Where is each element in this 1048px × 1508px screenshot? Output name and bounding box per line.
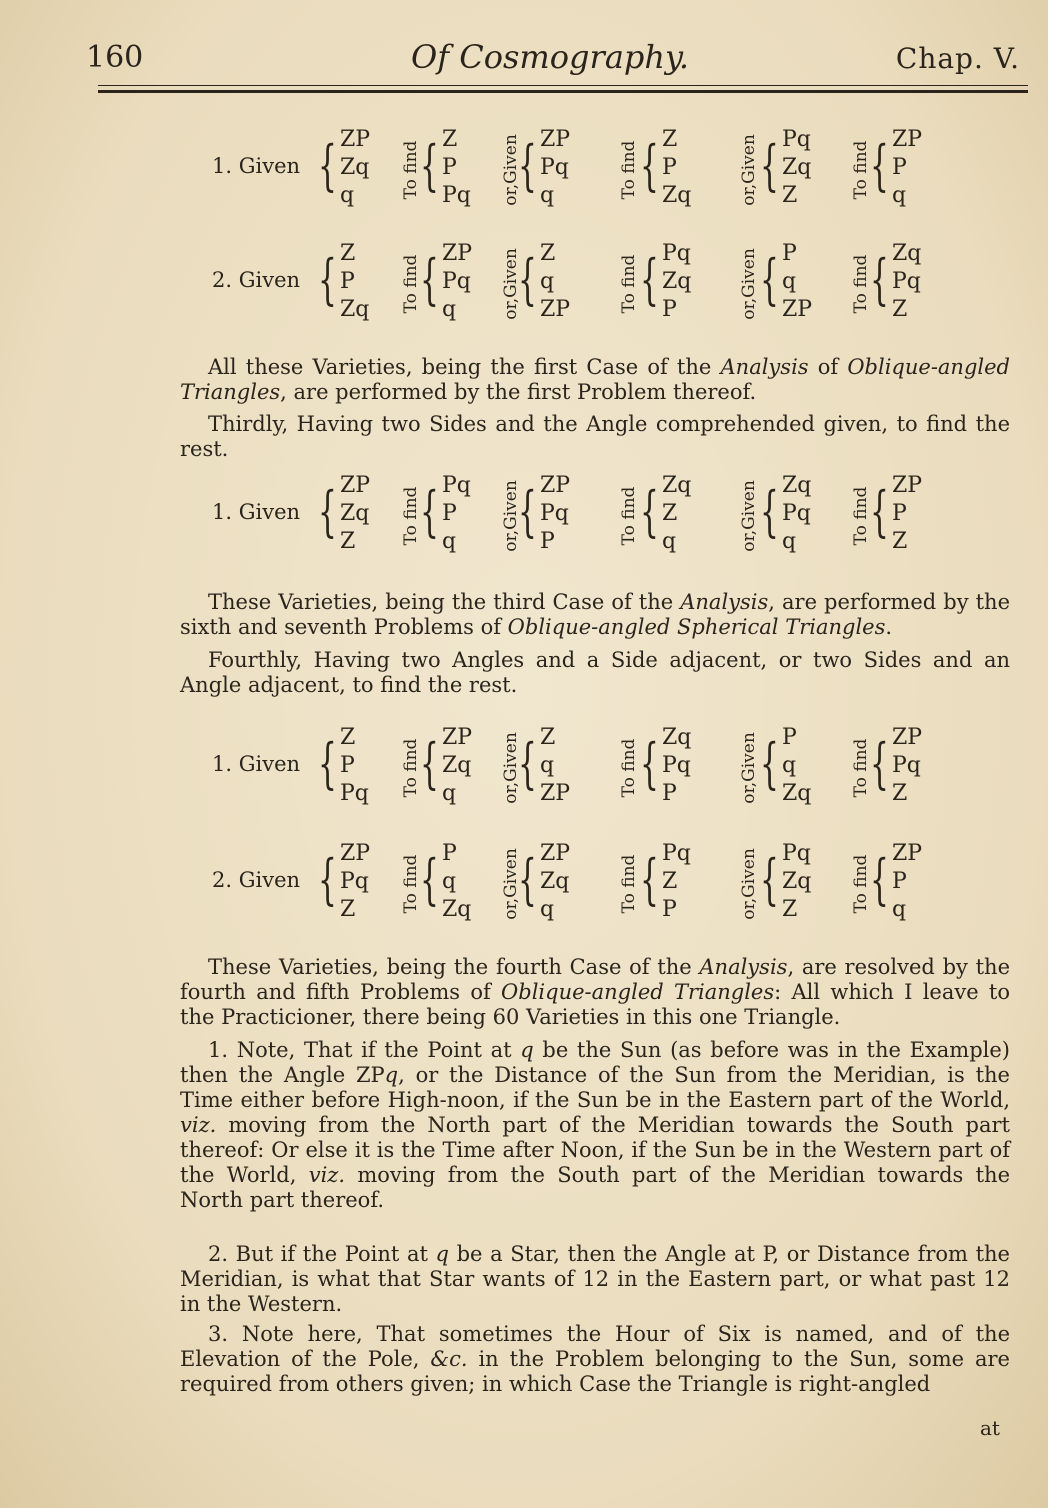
brace-icon: { bbox=[518, 480, 537, 543]
term: Zq bbox=[442, 753, 472, 778]
term: Zq bbox=[662, 269, 692, 294]
to-find-label bbox=[400, 834, 422, 934]
term: Zq bbox=[442, 897, 472, 922]
term: ZP bbox=[540, 127, 571, 152]
term-column bbox=[782, 840, 811, 924]
paragraph-note-2: 2. But if the Point at q be a Star, then the Angle at P, or Distance from the Meridian, is what that Star wants of 12 in the Eastern part, or what past 12 in the Western. bbox=[180, 1242, 1010, 1316]
term: P bbox=[662, 155, 677, 180]
term-column bbox=[892, 240, 921, 324]
term: P bbox=[540, 529, 555, 554]
term: ZP bbox=[442, 241, 473, 266]
brace-icon: { bbox=[870, 134, 889, 197]
or-given-label bbox=[500, 834, 522, 934]
term: Pq bbox=[442, 183, 471, 208]
to-find-label bbox=[400, 120, 422, 220]
to-find-label bbox=[618, 466, 640, 566]
brace-icon: { bbox=[870, 732, 889, 795]
term-column bbox=[540, 472, 570, 556]
term-column bbox=[442, 240, 472, 324]
to-find-label bbox=[618, 234, 640, 334]
term-column bbox=[782, 472, 811, 556]
term: Pq bbox=[340, 869, 369, 894]
term: Z bbox=[340, 725, 356, 750]
brace-icon: { bbox=[760, 848, 779, 911]
vertical-text: or,Given bbox=[501, 248, 521, 320]
term: q bbox=[892, 897, 907, 922]
or-given-label bbox=[500, 120, 522, 220]
brace-icon: { bbox=[640, 732, 659, 795]
term: Pq bbox=[340, 781, 369, 806]
term: ZP bbox=[892, 725, 923, 750]
term: P bbox=[662, 897, 677, 922]
running-header bbox=[80, 34, 1020, 86]
term: P bbox=[892, 155, 907, 180]
term: Z bbox=[662, 869, 678, 894]
term: ZP bbox=[540, 297, 571, 322]
term-column bbox=[442, 472, 471, 556]
term: ZP bbox=[442, 725, 473, 750]
term: Z bbox=[340, 241, 356, 266]
to-find-label bbox=[618, 120, 640, 220]
term: Zq bbox=[662, 183, 692, 208]
term-column bbox=[782, 724, 811, 808]
brace-icon: { bbox=[518, 248, 537, 311]
paragraph-note-3: 3. Note here, That sometimes the Hour of Six is named, and of the Elevation of the Pole, &c. in the Problem belonging to the Sun, some are required from others given; in which Case the Triangle is right-angled bbox=[180, 1322, 1010, 1396]
vertical-text: To find bbox=[851, 738, 871, 798]
term: ZP bbox=[340, 841, 371, 866]
term: P bbox=[782, 241, 797, 266]
or-given-label bbox=[738, 120, 760, 220]
term: ZP bbox=[892, 841, 923, 866]
term: P bbox=[340, 269, 355, 294]
term: Z bbox=[782, 183, 798, 208]
vertical-text: To find bbox=[619, 854, 639, 914]
term: P bbox=[442, 501, 457, 526]
term: Z bbox=[892, 781, 908, 806]
vertical-text: or,Given bbox=[501, 848, 521, 920]
brace-icon: { bbox=[318, 480, 337, 543]
term-column bbox=[662, 472, 691, 556]
vertical-text: To find bbox=[851, 140, 871, 200]
term-column bbox=[540, 724, 570, 808]
term: Pq bbox=[892, 753, 921, 778]
term: ZP bbox=[782, 297, 813, 322]
term: Pq bbox=[442, 269, 471, 294]
term-column bbox=[662, 724, 691, 808]
brace-icon: { bbox=[318, 248, 337, 311]
term: q bbox=[540, 269, 555, 294]
term: q bbox=[782, 753, 797, 778]
brace-icon: { bbox=[318, 848, 337, 911]
term: P bbox=[892, 869, 907, 894]
given-label: 2. Given bbox=[212, 268, 301, 292]
term: P bbox=[782, 725, 797, 750]
or-given-label bbox=[738, 834, 760, 934]
or-given-label bbox=[738, 466, 760, 566]
term: ZP bbox=[540, 781, 571, 806]
to-find-label bbox=[850, 834, 872, 934]
vertical-text: or,Given bbox=[739, 732, 759, 804]
term: Z bbox=[892, 297, 908, 322]
term: Pq bbox=[782, 127, 811, 152]
to-find-label bbox=[400, 718, 422, 818]
given-label: 1. Given bbox=[212, 500, 301, 524]
term: P bbox=[340, 753, 355, 778]
vertical-text: To find bbox=[401, 254, 421, 314]
term: Pq bbox=[662, 841, 691, 866]
brace-icon: { bbox=[640, 480, 659, 543]
term-column bbox=[662, 126, 691, 210]
term-column bbox=[442, 840, 471, 924]
term: Zq bbox=[340, 501, 370, 526]
term: q bbox=[892, 183, 907, 208]
vertical-text: To find bbox=[619, 254, 639, 314]
term-column bbox=[340, 840, 370, 924]
brace-icon: { bbox=[518, 848, 537, 911]
or-given-label bbox=[500, 718, 522, 818]
term-column bbox=[892, 840, 922, 924]
vertical-text: To find bbox=[619, 486, 639, 546]
to-find-label bbox=[400, 466, 422, 566]
varieties-row bbox=[0, 234, 1048, 334]
paragraph-fourth-case: These Varieties, being the fourth Case of the Analysis, are resolved by the fourth and fifth Problems of Oblique-angled Triangles: All which I leave to the Practicioner, there being 60 Varieties in this one Triangle. bbox=[180, 955, 1011, 1029]
term: Z bbox=[540, 241, 556, 266]
term-column bbox=[892, 126, 922, 210]
term: Zq bbox=[782, 869, 812, 894]
brace-icon: { bbox=[420, 848, 439, 911]
term: Pq bbox=[782, 841, 811, 866]
term: Pq bbox=[892, 269, 921, 294]
term-column bbox=[782, 126, 811, 210]
to-find-label bbox=[618, 834, 640, 934]
brace-icon: { bbox=[420, 732, 439, 795]
vertical-text: or,Given bbox=[739, 248, 759, 320]
term-column bbox=[662, 240, 691, 324]
term: Pq bbox=[442, 473, 471, 498]
term-column bbox=[782, 240, 812, 324]
to-find-label bbox=[850, 120, 872, 220]
brace-icon: { bbox=[318, 134, 337, 197]
to-find-label bbox=[400, 234, 422, 334]
term: Pq bbox=[540, 501, 569, 526]
vertical-text: To find bbox=[851, 254, 871, 314]
vertical-text: To find bbox=[401, 854, 421, 914]
term: Z bbox=[662, 127, 678, 152]
term: Pq bbox=[662, 753, 691, 778]
term: q bbox=[442, 297, 457, 322]
term: Zq bbox=[782, 155, 812, 180]
term: ZP bbox=[340, 473, 371, 498]
term: q bbox=[540, 753, 555, 778]
brace-icon: { bbox=[640, 848, 659, 911]
varieties-row bbox=[0, 466, 1048, 566]
term: Pq bbox=[782, 501, 811, 526]
term-column bbox=[340, 724, 369, 808]
term: q bbox=[782, 529, 797, 554]
to-find-label bbox=[618, 718, 640, 818]
term-column bbox=[892, 724, 922, 808]
term: Zq bbox=[540, 869, 570, 894]
header-rule bbox=[98, 90, 1028, 93]
term: q bbox=[442, 869, 457, 894]
vertical-text: To find bbox=[401, 486, 421, 546]
term: Z bbox=[340, 529, 356, 554]
header-rule-thin bbox=[98, 85, 1028, 86]
term: P bbox=[892, 501, 907, 526]
brace-icon: { bbox=[870, 848, 889, 911]
term: ZP bbox=[540, 473, 571, 498]
or-given-label bbox=[738, 718, 760, 818]
term: q bbox=[340, 183, 355, 208]
to-find-label bbox=[850, 234, 872, 334]
term: P bbox=[662, 297, 677, 322]
to-find-label bbox=[850, 718, 872, 818]
term: P bbox=[442, 841, 457, 866]
term: Z bbox=[892, 529, 908, 554]
term-column bbox=[442, 724, 472, 808]
vertical-text: or,Given bbox=[501, 480, 521, 552]
term-column bbox=[662, 840, 691, 924]
given-label: 1. Given bbox=[212, 752, 301, 776]
brace-icon: { bbox=[420, 248, 439, 311]
chapter-label: Chap. V. bbox=[895, 42, 1020, 75]
or-given-label bbox=[500, 234, 522, 334]
vertical-text: To find bbox=[401, 738, 421, 798]
brace-icon: { bbox=[760, 134, 779, 197]
brace-icon: { bbox=[760, 480, 779, 543]
brace-icon: { bbox=[640, 248, 659, 311]
term: Z bbox=[442, 127, 458, 152]
term: Z bbox=[340, 897, 356, 922]
term: Pq bbox=[662, 241, 691, 266]
brace-icon: { bbox=[318, 732, 337, 795]
vertical-text: To find bbox=[619, 738, 639, 798]
term: ZP bbox=[892, 127, 923, 152]
term: Zq bbox=[662, 725, 692, 750]
paragraph-thirdly: Thirdly, Having two Sides and the Angle comprehended given, to find the rest. bbox=[180, 412, 1010, 461]
term-column bbox=[892, 472, 922, 556]
varieties-row bbox=[0, 120, 1048, 220]
page-number: 160 bbox=[86, 40, 144, 75]
term: ZP bbox=[892, 473, 923, 498]
brace-icon: { bbox=[760, 732, 779, 795]
given-label: 1. Given bbox=[212, 154, 301, 178]
brace-icon: { bbox=[640, 134, 659, 197]
catchword: at bbox=[980, 1416, 1000, 1440]
term: q bbox=[662, 529, 677, 554]
term: q bbox=[540, 897, 555, 922]
vertical-text: To find bbox=[401, 140, 421, 200]
term: Zq bbox=[782, 473, 812, 498]
varieties-row bbox=[0, 834, 1048, 934]
vertical-text: or,Given bbox=[501, 134, 521, 206]
brace-icon: { bbox=[518, 134, 537, 197]
term-column bbox=[340, 472, 370, 556]
paragraph-note-1: 1. Note, That if the Point at q be the Sun (as before was in the Example) then the Angle ZPq, or the Distance of the Sun from the Meridian, is the Time either before High-noon, if the Sun be in the Eastern part of the World, viz. moving from the North part of the Meridian towards the South part thereof: Or else it is the Time after Noon, if the Sun be in the Western part of the World, viz. moving from the South part of the Meridian towards the North part thereof. bbox=[180, 1038, 1011, 1212]
term: Z bbox=[540, 725, 556, 750]
to-find-label bbox=[850, 466, 872, 566]
term-column bbox=[540, 126, 570, 210]
paragraph-first-case: All these Varieties, being the first Case of the Analysis of Oblique-angled Triangles, are performed by the first Problem thereof. bbox=[180, 355, 1010, 404]
term: Zq bbox=[892, 241, 922, 266]
term: P bbox=[662, 781, 677, 806]
brace-icon: { bbox=[870, 248, 889, 311]
term: P bbox=[442, 155, 457, 180]
brace-icon: { bbox=[420, 134, 439, 197]
or-given-label bbox=[500, 466, 522, 566]
term-column bbox=[442, 126, 471, 210]
or-given-label bbox=[738, 234, 760, 334]
vertical-text: To find bbox=[851, 854, 871, 914]
vertical-text: or,Given bbox=[739, 134, 759, 206]
running-title: Of Cosmography. bbox=[411, 38, 689, 76]
term-column bbox=[540, 240, 570, 324]
brace-icon: { bbox=[870, 480, 889, 543]
term: Z bbox=[782, 897, 798, 922]
term: q bbox=[782, 269, 797, 294]
vertical-text: or,Given bbox=[501, 732, 521, 804]
vertical-text: or,Given bbox=[739, 480, 759, 552]
term: ZP bbox=[340, 127, 371, 152]
brace-icon: { bbox=[760, 248, 779, 311]
paragraph-fourthly: Fourthly, Having two Angles and a Side adjacent, or two Sides and an Angle adjacent, to find the rest. bbox=[180, 648, 1010, 697]
term: Zq bbox=[662, 473, 692, 498]
term: q bbox=[442, 529, 457, 554]
brace-icon: { bbox=[518, 732, 537, 795]
term: q bbox=[442, 781, 457, 806]
term-column bbox=[540, 840, 570, 924]
vertical-text: To find bbox=[851, 486, 871, 546]
term: Zq bbox=[782, 781, 812, 806]
term-column bbox=[340, 240, 369, 324]
vertical-text: or,Given bbox=[739, 848, 759, 920]
given-label: 2. Given bbox=[212, 868, 301, 892]
term: Pq bbox=[540, 155, 569, 180]
term: ZP bbox=[540, 841, 571, 866]
term: q bbox=[540, 183, 555, 208]
brace-icon: { bbox=[420, 480, 439, 543]
term: Z bbox=[662, 501, 678, 526]
paragraph-third-case: These Varieties, being the third Case of the Analysis, are performed by the sixth and seventh Problems of Oblique-angled Spherical Triangles. bbox=[180, 590, 1010, 639]
varieties-row bbox=[0, 718, 1048, 818]
term: Zq bbox=[340, 155, 370, 180]
term: Zq bbox=[340, 297, 370, 322]
vertical-text: To find bbox=[619, 140, 639, 200]
term-column bbox=[340, 126, 370, 210]
